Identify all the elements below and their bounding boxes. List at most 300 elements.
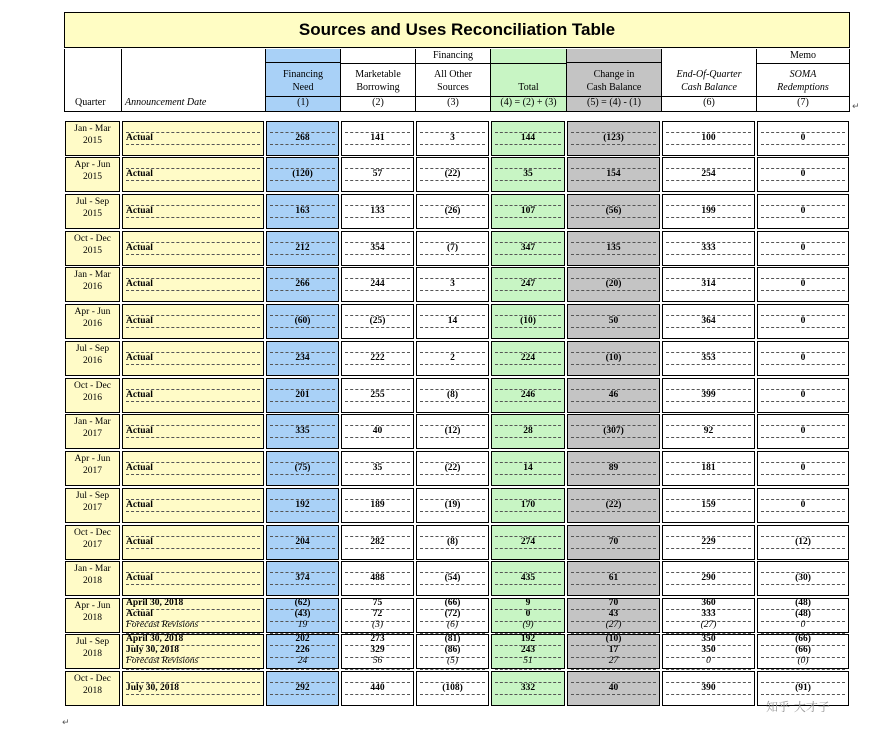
row-divider [571, 437, 656, 438]
header-col-number: (1) [266, 96, 340, 109]
row-divider [666, 401, 751, 402]
value-cell [341, 341, 414, 376]
row-divider [571, 254, 656, 255]
row-value: 360 [701, 598, 716, 608]
row-label: Actual [126, 537, 153, 547]
announcement-cell [122, 414, 264, 449]
value-cell [341, 671, 414, 706]
row-value: 292 [295, 683, 310, 693]
value-cell [567, 121, 660, 156]
value-cell [567, 157, 660, 192]
memo-group-label: Memo [756, 49, 850, 64]
row-value: 488 [370, 573, 385, 583]
row-label: Actual [126, 279, 153, 289]
row-value: (72) [444, 609, 461, 619]
row-value: 234 [295, 353, 310, 363]
header-col-line2: Sources [437, 82, 469, 93]
row-divider [345, 217, 410, 218]
row-divider [126, 327, 260, 328]
row-value: 0 [800, 463, 806, 473]
quarter-year: 2018 [83, 576, 102, 586]
value-cell [662, 267, 755, 302]
row-value: 224 [520, 353, 536, 363]
row-label: July 30, 2018 [126, 645, 180, 655]
row-value: 0 [800, 206, 806, 216]
row-divider [666, 144, 751, 145]
header-col-line1: SOMA [789, 69, 817, 80]
row-value: (66) [795, 634, 811, 644]
row-divider [571, 474, 656, 475]
row-divider [420, 694, 485, 695]
value-cell [266, 634, 339, 669]
quarter-months: Oct - Dec [74, 528, 111, 538]
row-value: 61 [608, 573, 619, 583]
row-value: (27) [700, 620, 717, 630]
row-value: (22) [444, 169, 461, 179]
row-divider [420, 290, 485, 291]
row-value: (62) [294, 598, 311, 608]
value-cell [491, 634, 565, 669]
row-value: 75 [372, 598, 383, 608]
row-value: (120) [292, 169, 313, 179]
table-row [64, 634, 850, 669]
row-value: (8) [446, 537, 459, 547]
row-value: 19 [297, 620, 308, 630]
quarter-year: 2015 [83, 246, 102, 256]
row-divider [126, 290, 260, 291]
row-divider [761, 401, 845, 402]
row-divider [126, 437, 260, 438]
value-cell [341, 451, 414, 486]
value-cell [567, 671, 660, 706]
header-col-number: (4) = (2) + (3) [491, 96, 566, 109]
row-value: 189 [370, 500, 385, 510]
row-value: 2 [450, 353, 455, 363]
row-label: Forecast Revisions [126, 620, 199, 630]
row-value: (54) [444, 573, 461, 583]
title-banner [64, 12, 850, 48]
announcement-cell [122, 341, 264, 376]
row-value: 202 [295, 634, 310, 644]
row-divider [571, 290, 656, 291]
row-divider [571, 511, 656, 512]
row-divider [420, 474, 485, 475]
row-divider [126, 474, 260, 475]
value-cell [491, 304, 565, 339]
header-col-line1: Marketable [355, 69, 401, 80]
row-value: 0 [800, 243, 806, 253]
header-col-number: (5) = (4) - (1) [567, 96, 661, 109]
row-divider [571, 669, 656, 670]
value-cell [757, 488, 849, 523]
quarter-year: 2017 [83, 540, 102, 550]
row-value: 0 [800, 353, 806, 363]
row-divider [420, 254, 485, 255]
row-value: 390 [701, 683, 716, 693]
row-value: (75) [294, 463, 311, 473]
announcement-cell [122, 671, 264, 706]
row-divider [270, 511, 335, 512]
value-cell [266, 488, 339, 523]
row-value: 40 [372, 426, 383, 436]
row-value: 254 [701, 169, 716, 179]
row-value: (10) [605, 353, 622, 363]
change-cash-top [566, 49, 661, 63]
row-value: 159 [701, 500, 716, 510]
value-cell [416, 414, 489, 449]
quarter-months: Jan - Mar [74, 564, 111, 574]
quarter-cell [65, 634, 120, 669]
row-divider [666, 327, 751, 328]
quarter-months: Oct - Dec [74, 381, 111, 391]
header-col-label [341, 68, 415, 94]
row-value: 17 [608, 645, 619, 655]
row-divider [270, 584, 335, 585]
quarter-months: Jan - Mar [74, 270, 111, 280]
row-divider [666, 290, 751, 291]
row-value: (6) [446, 620, 459, 630]
header-col-line2: Need [292, 82, 314, 93]
value-cell [266, 525, 339, 560]
header-col-label [266, 68, 340, 94]
announcement-cell [122, 598, 264, 633]
quarter-cell [65, 488, 120, 523]
row-value: (5) [446, 656, 459, 666]
row-divider [420, 180, 485, 181]
row-divider [495, 401, 561, 402]
row-divider [270, 474, 335, 475]
row-divider [126, 694, 260, 695]
row-divider [345, 401, 410, 402]
value-cell [567, 451, 660, 486]
value-cell [416, 121, 489, 156]
value-cell [491, 525, 565, 560]
header-col-label [416, 68, 490, 94]
row-value: (48) [795, 598, 811, 608]
value-cell [491, 414, 565, 449]
row-divider [420, 364, 485, 365]
row-value: 350 [701, 645, 716, 655]
row-divider [495, 437, 561, 438]
value-cell [266, 157, 339, 192]
value-cell [266, 231, 339, 266]
value-cell [757, 525, 849, 560]
header-col-line2: Redemptions [777, 82, 829, 93]
value-cell [757, 451, 849, 486]
row-value: (3) [371, 620, 384, 630]
announcement-cell [122, 451, 264, 486]
quarter-cell [65, 414, 120, 449]
row-divider [761, 180, 845, 181]
header-col-line2: Cash Balance [586, 82, 642, 93]
row-divider [761, 217, 845, 218]
row-divider [270, 364, 335, 365]
header-col-number: (7) [757, 96, 849, 109]
value-cell [567, 378, 660, 413]
row-value: 141 [370, 133, 385, 143]
row-divider [666, 584, 751, 585]
row-value: (22) [444, 463, 461, 473]
value-cell [491, 488, 565, 523]
row-divider [666, 694, 751, 695]
value-cell [266, 414, 339, 449]
row-value: 144 [520, 133, 536, 143]
row-value: 163 [295, 206, 310, 216]
row-value: 35 [523, 169, 533, 179]
table-row [64, 378, 850, 413]
row-label: Actual [126, 390, 153, 400]
row-divider [270, 548, 335, 549]
table-row [64, 598, 850, 633]
value-cell [662, 451, 755, 486]
row-divider [345, 511, 410, 512]
quarter-months: Jan - Mar [74, 124, 111, 134]
value-cell [416, 525, 489, 560]
quarter-year: 2016 [83, 282, 102, 292]
header-col-line2: Borrowing [356, 82, 400, 93]
row-value: 3 [450, 133, 455, 143]
row-value: (10) [520, 316, 536, 326]
value-cell [341, 194, 414, 229]
quarter-months: Jul - Sep [75, 491, 110, 501]
row-value: 329 [370, 645, 385, 655]
value-cell [662, 157, 755, 192]
quarter-year: 2016 [83, 356, 102, 366]
row-label: Actual [126, 500, 153, 510]
row-value: 350 [701, 634, 716, 644]
announcement-cell [122, 525, 264, 560]
row-divider [270, 180, 335, 181]
row-value: 204 [295, 537, 310, 547]
row-divider [270, 437, 335, 438]
row-divider [270, 217, 335, 218]
announcement-cell [122, 634, 264, 669]
row-value: (30) [795, 573, 811, 583]
header-col-line1: End-Of-Quarter [676, 69, 742, 80]
row-value: 27 [608, 656, 619, 666]
row-value: 0 [706, 656, 711, 666]
row-value: (307) [603, 426, 624, 436]
announcement-cell [122, 121, 264, 156]
row-divider [571, 364, 656, 365]
row-value: 314 [701, 279, 716, 289]
row-value: 0 [800, 133, 806, 143]
row-value: 46 [608, 390, 619, 400]
header-col-line2: Cash Balance [681, 82, 737, 93]
row-divider [126, 180, 260, 181]
value-cell [757, 634, 849, 669]
row-value: (12) [444, 426, 461, 436]
row-divider [345, 437, 410, 438]
row-label: April 30, 2018 [126, 598, 184, 608]
row-value: (0) [797, 656, 809, 666]
row-divider [761, 474, 845, 475]
value-cell [266, 451, 339, 486]
row-label: Actual [126, 353, 153, 363]
value-cell [341, 304, 414, 339]
quarter-year: 2017 [83, 466, 102, 476]
quarter-cell [65, 341, 120, 376]
value-cell [567, 267, 660, 302]
value-cell [662, 414, 755, 449]
row-value: (27) [605, 620, 622, 630]
row-divider [761, 548, 845, 549]
row-divider [495, 548, 561, 549]
row-divider [571, 180, 656, 181]
row-divider [345, 669, 410, 670]
value-cell [341, 267, 414, 302]
row-value: (66) [795, 645, 811, 655]
value-cell [567, 488, 660, 523]
header-col-line1 [491, 68, 566, 81]
table-row [64, 304, 850, 339]
value-cell [266, 304, 339, 339]
value-cell [567, 561, 660, 596]
row-divider [126, 364, 260, 365]
announcement-cell [122, 304, 264, 339]
row-divider [761, 364, 845, 365]
quarter-cell [65, 451, 120, 486]
value-cell [567, 304, 660, 339]
row-value: (19) [444, 500, 461, 510]
row-value: 56 [372, 656, 383, 666]
value-cell [757, 561, 849, 596]
value-cell [491, 231, 565, 266]
value-cell [266, 561, 339, 596]
quarter-cell [65, 157, 120, 192]
row-divider [571, 144, 656, 145]
value-cell [757, 157, 849, 192]
row-value: 399 [701, 390, 716, 400]
row-divider [420, 401, 485, 402]
financing-group-label: Financing [340, 49, 566, 64]
value-cell [416, 451, 489, 486]
value-cell [662, 121, 755, 156]
row-value: (60) [294, 316, 311, 326]
row-value: (43) [294, 609, 311, 619]
table-title: Sources and Uses Reconciliation Table [298, 20, 616, 39]
row-divider [420, 511, 485, 512]
row-divider [761, 584, 845, 585]
row-divider [495, 584, 561, 585]
row-value: (86) [444, 645, 461, 655]
row-divider [495, 217, 561, 218]
row-value: 40 [608, 683, 619, 693]
row-label: Forecast Revisions [126, 656, 199, 666]
table-row [64, 488, 850, 523]
row-label: Actual [126, 609, 153, 619]
value-cell [491, 598, 565, 633]
quarter-cell [65, 121, 120, 156]
value-cell [416, 267, 489, 302]
value-cell [416, 304, 489, 339]
table-row [64, 671, 850, 706]
row-divider [126, 511, 260, 512]
header-col-line1: Change in [593, 69, 635, 80]
row-value: 192 [295, 500, 310, 510]
row-divider [345, 327, 410, 328]
row-divider [345, 694, 410, 695]
table-header [64, 49, 850, 112]
row-value: 0 [800, 500, 806, 510]
row-divider [420, 548, 485, 549]
value-cell [341, 561, 414, 596]
quarter-year: 2018 [83, 613, 102, 623]
quarter-year: 2017 [83, 429, 102, 439]
quarter-months: Apr - Jun [74, 601, 111, 611]
value-cell [662, 341, 755, 376]
quarter-months: Jul - Sep [75, 637, 110, 647]
value-cell [757, 231, 849, 266]
row-value: 170 [520, 500, 536, 510]
row-divider [420, 584, 485, 585]
quarter-cell [65, 231, 120, 266]
row-divider [495, 669, 561, 670]
row-value: 0 [525, 609, 531, 619]
announcement-cell [122, 267, 264, 302]
value-cell [341, 525, 414, 560]
quarter-months: Oct - Dec [74, 234, 111, 244]
row-divider [495, 364, 561, 365]
row-divider [571, 548, 656, 549]
quarter-cell [65, 598, 120, 633]
table-row [64, 414, 850, 449]
value-cell [416, 231, 489, 266]
value-cell [491, 451, 565, 486]
header-col-number: (6) [662, 96, 756, 109]
announcement-cell [122, 194, 264, 229]
row-divider [420, 327, 485, 328]
value-cell [491, 561, 565, 596]
table-row [64, 194, 850, 229]
row-value: 50 [608, 316, 619, 326]
row-label: Actual [126, 133, 153, 143]
table-row [64, 341, 850, 376]
row-divider [345, 584, 410, 585]
row-value: (25) [369, 316, 386, 326]
header-col-number: (2) [341, 96, 415, 109]
row-divider [666, 217, 751, 218]
row-value: (56) [605, 206, 622, 216]
row-value: 268 [295, 133, 310, 143]
row-label: July 30, 2018 [126, 683, 180, 693]
value-cell [567, 231, 660, 266]
row-value: (12) [795, 537, 811, 547]
row-value: (123) [603, 133, 624, 143]
row-value: (20) [605, 279, 622, 289]
row-label: Actual [126, 463, 153, 473]
row-value: 266 [295, 279, 310, 289]
quarter-months: Jul - Sep [75, 344, 110, 354]
row-value: 72 [372, 609, 383, 619]
row-value: 181 [701, 463, 716, 473]
value-cell [757, 378, 849, 413]
table-row [64, 121, 850, 156]
row-value: (91) [795, 683, 811, 693]
quarter-months: Oct - Dec [74, 674, 111, 684]
row-value: (9) [522, 620, 534, 630]
quarter-year: 2015 [83, 172, 102, 182]
row-divider [666, 254, 751, 255]
row-value: 246 [520, 390, 536, 400]
row-value: 135 [606, 243, 621, 253]
value-cell [416, 598, 489, 633]
header-col-number: (3) [416, 96, 490, 109]
row-divider [126, 584, 260, 585]
table-row [64, 525, 850, 560]
row-divider [666, 669, 751, 670]
row-value: 199 [701, 206, 716, 216]
